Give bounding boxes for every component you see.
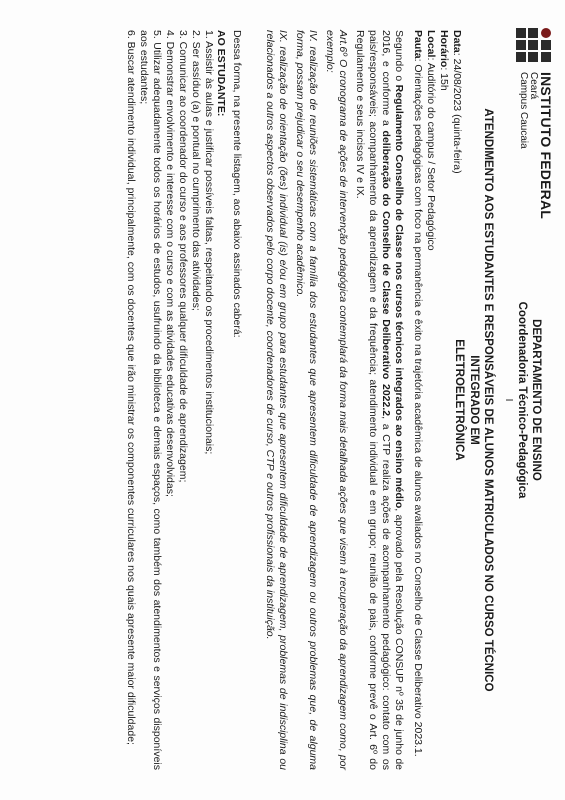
meeting-time: Horário: 15h — [437, 30, 450, 91]
title-line-2: ELETROELETRÔNICA — [453, 339, 466, 461]
list-item: 5. Utilizar adequadamente todos os horários de estudos, usufruindo da biblioteca e demais espaços, como também dos atendimentos e serviços disponíveis aos estudantes; — [137, 30, 163, 770]
department-header — [502, 0, 543, 800]
list-item: 3. Comunicar ao coordenador do curso e aos professores qualquer dificuldade de aprendizagem; — [176, 30, 189, 483]
list-item: 2. Ser assíduo (a) e pontual no cumprimento das atividades; — [189, 30, 202, 311]
list-intro: Dessa forma, na presente listagem, aos abaixo assinados caberá: — [231, 30, 243, 338]
list-item: 6. Buscar atendimento individual, principalmente, com os docentes que irão ministrar os componentes curriculares nos quais apresente maior dificuldade; — [124, 30, 137, 745]
paragraph-item-iv: IV. realização de reuniões sistemáticas com a família dos estudantes que apresentem dificuldade de aprendizagem ou outros problemas que, de alguma forma, possam prejudicar o seu desempenho acadêmico. — [293, 30, 319, 770]
document-body — [259, 30, 405, 770]
student-duties-list — [124, 30, 215, 770]
meeting-date: Data: 24/08/2023 (quinta-feira) — [451, 30, 463, 174]
paragraph-item-ix: IX. realização de orientação (ões) individual (is) e/ou em grupo para estudantes que apresentem dificuldade de aprendizagem, problemas de indisciplina ou relacionados a outros aspectos observados pelo corpo docente, coordenadores de curso, CTP e outros profissionais da instituição. — [263, 30, 289, 770]
institution-name: INSTITUTO FEDERAL — [538, 72, 554, 220]
header-dash: I — [503, 398, 515, 402]
meeting-agenda: Pauta: Orientações pedagógicas com foco na permanência e êxito na trajetória acadêmica de alunos avaliados no Conselho de Classe Deliberativo 2023.1. — [411, 30, 424, 757]
department-name: DEPARTAMENTO DE ENSINO — [530, 319, 542, 481]
paragraph-article-6: Art.6º O cronograma de ações de intervenção pedagógica contemplará da forma mais detalhada ações que visem à recuperação da aprendizagem como, por exemplo: — [323, 30, 349, 770]
meeting-details — [411, 30, 464, 770]
meeting-location: Local: Auditório do campus / Setor Pedagógico — [424, 30, 437, 251]
list-item: 4. Demonstrar envolvimento e interesse com o curso e com as atividades educativas desenvolvidas; — [163, 30, 176, 497]
institution-state: Ceará — [528, 72, 540, 100]
coordination-name: Coordenadoria Técnico-Pedagógica — [515, 301, 528, 499]
list-item: 1. Assistir às aulas e justificar possíveis faltas, respeitando os procedimentos institucionais; — [203, 30, 215, 455]
institution-campus: Campus Caucaia — [517, 72, 529, 149]
title-line-1: ATENDIMENTO AOS ESTUDANTES E RESPONSÁVEIS DE ALUNOS MATRICULADOS NO CURSO TÉCNICO INTEGRADO EM — [467, 108, 494, 692]
paragraph-regulation: Segundo o Regulamento Consellho de Classe nos cursos técnicos integrados ao ensino médio, aprovado pela Resolução CONSUP nº 35 de junho de 2016, e conforme a deliberação do Conselho de Classe Deliberativo 2022.2, a CTP realiza ações de acompanhamento pedagógico: contato com os pais/responsáveis; acompanhamento da aprendizagem e da frequência; atendimento individual e em grupo; reunião de pais, conforme prevê o Art. 6º do Regulamento e seus incisos IV e IX. — [353, 30, 405, 770]
section-heading: AO ESTUDANTE: — [215, 30, 227, 117]
